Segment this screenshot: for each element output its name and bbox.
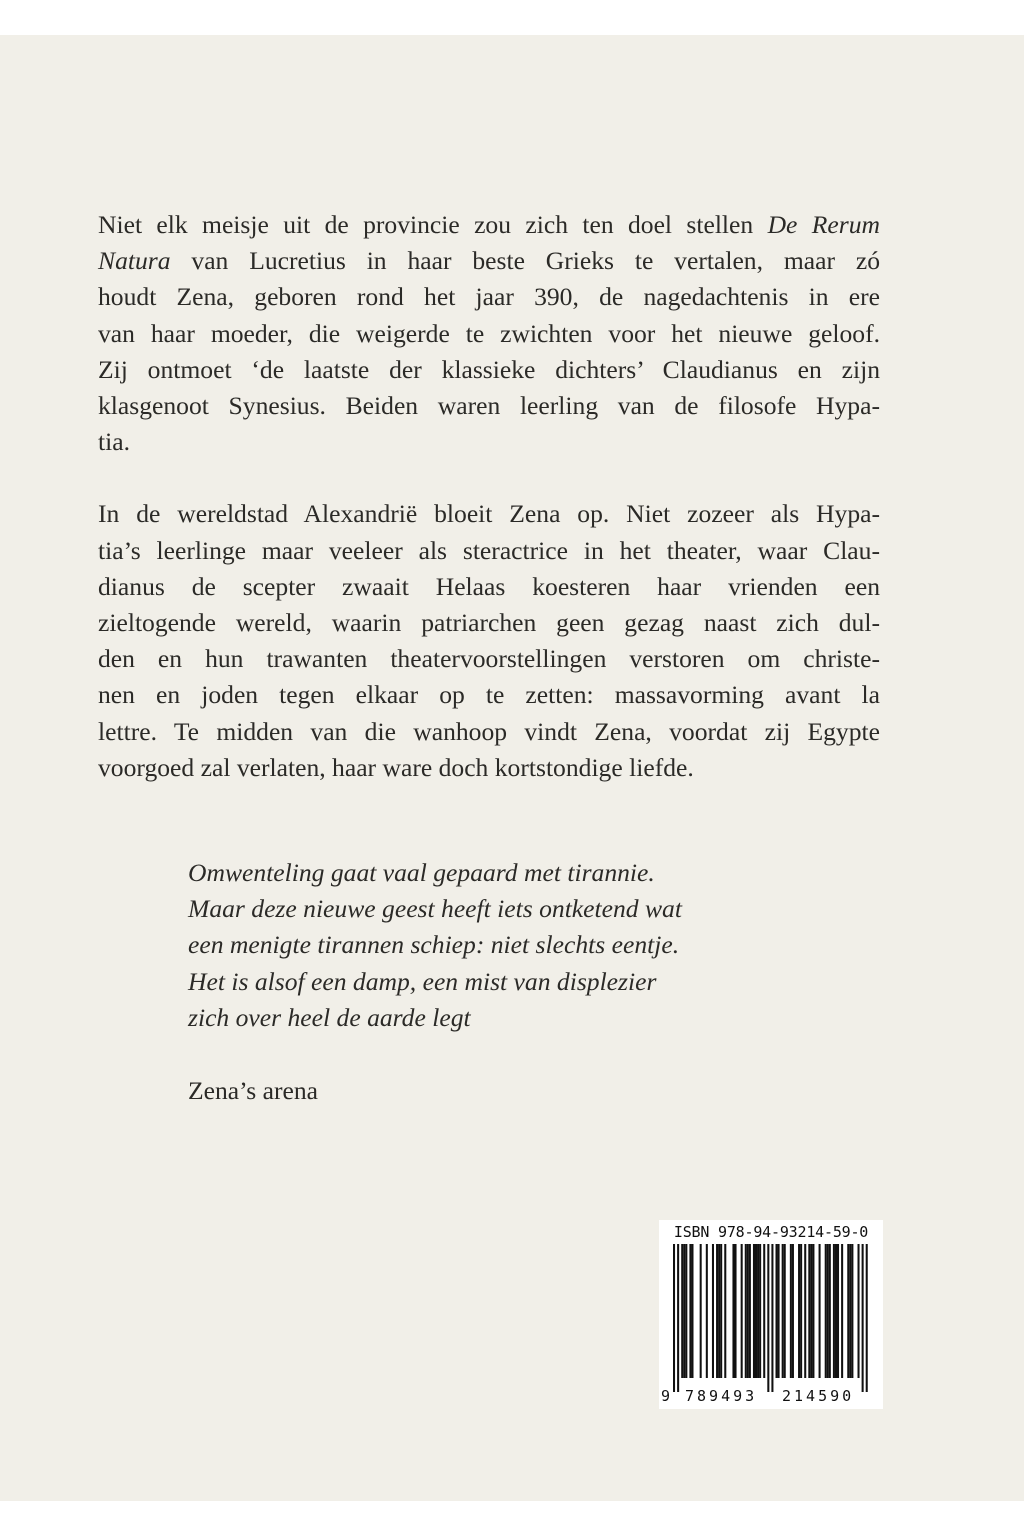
barcode-bar [681, 1244, 683, 1378]
barcode-bar [706, 1244, 708, 1378]
blurb-line: zieltogende wereld, waarin patriarchen geen gezag naast zich dul- [98, 608, 880, 638]
blurb-line: Zij ontmoet ‘de laatste der klassieke dichters’ Claudianus en zijn [98, 354, 880, 384]
barcode-bar [691, 1244, 693, 1378]
barcode-bar [683, 1244, 685, 1378]
blurb-line: klasgenoot Synesius. Beiden waren leerling van de filosofe Hypa- [98, 391, 880, 421]
book-title-reference: Natura [98, 246, 171, 276]
barcode-bar [700, 1244, 702, 1378]
ean-first-digit: 9 [661, 1387, 671, 1405]
barcode-bar [747, 1244, 749, 1378]
barcode-bar [866, 1244, 868, 1392]
barcode-bar [689, 1244, 691, 1378]
blurb-text: van Lucretius in haar beste Grieks te vertalen, maar zó [170, 246, 880, 276]
barcode-bar [753, 1244, 755, 1378]
poem-line: Omwenteling gaat vaal gepaard met tirannie. [188, 858, 655, 887]
book-title-signature: Zena’s arena [188, 1076, 319, 1105]
blurb-paragraph-1 [98, 207, 880, 460]
barcode-bar [808, 1244, 810, 1378]
barcode-bar [778, 1244, 780, 1378]
blurb-line: In de wereldstad Alexandrië bloeit Zena op. Niet zozeer als Hypa- [98, 499, 880, 529]
blurb-line: dianus de scepter zwaait Helaas koesteren haar vrienden een [98, 571, 880, 601]
barcode-bar [685, 1244, 687, 1378]
blurb-line: houdt Zena, geboren rond het jaar 390, de nagedachtenis in ere [98, 282, 880, 312]
blurb-line: den en hun trawanten theatervoorstellingen verstoren om christe- [98, 644, 880, 674]
blurb-line [98, 207, 880, 243]
barcode-bar [847, 1244, 849, 1378]
barcode-bar [712, 1244, 714, 1378]
blurb-line: tia’s leerlinge maar veeleer als steractrice in het theater, waar Clau- [98, 535, 880, 565]
barcode-bar [851, 1244, 853, 1378]
barcode-bar [735, 1244, 737, 1378]
barcode-bar [825, 1244, 827, 1378]
barcode-bar [771, 1244, 773, 1392]
blurb-line: tia. [98, 427, 130, 457]
barcode-bar [677, 1244, 679, 1392]
barcode-bar [759, 1244, 761, 1378]
barcode-bar [800, 1244, 802, 1378]
blurb-line: van haar moeder, die weigerde te zwichten voor het nieuwe geloof. [98, 318, 880, 348]
barcode-bar [776, 1244, 778, 1378]
barcode-bar [724, 1244, 726, 1378]
barcode-bar [833, 1244, 835, 1378]
barcode-bar [755, 1244, 757, 1378]
barcode-bar [829, 1244, 831, 1378]
barcode-bar [757, 1244, 759, 1378]
barcode-bar [835, 1244, 837, 1378]
isbn-barcode [659, 1220, 883, 1409]
ean-right-group: 214590 [782, 1387, 855, 1405]
barcode-bar [732, 1244, 734, 1378]
barcode-bar [673, 1244, 675, 1392]
barcode-bar [784, 1244, 786, 1378]
blurb-line: lettre. Te midden van die wanhoop vindt Zena, voordat zij Egypte [98, 716, 880, 746]
barcode-bar [718, 1244, 720, 1378]
barcode-bar [841, 1244, 843, 1378]
barcode-bar [741, 1244, 743, 1378]
cover-blurb [98, 207, 880, 822]
poem-line: Het is alsof een damp, een mist van displezier [188, 966, 657, 996]
barcode-bar [804, 1244, 806, 1378]
poem-quote [188, 855, 888, 1036]
blurb-line: voorgoed zal verlaten, haar ware doch kortstondige liefde. [98, 752, 694, 782]
barcode-bar [782, 1244, 784, 1378]
poem-line: Maar deze nieuwe geest heeft iets ontketend wat [188, 894, 682, 924]
barcode-bars [662, 1244, 880, 1392]
barcode-bar [798, 1244, 800, 1378]
blurb-line [98, 243, 880, 279]
barcode-bar [716, 1244, 718, 1378]
ean-left-group: 789493 [685, 1387, 758, 1405]
barcode-bar [849, 1244, 851, 1378]
barcode-bar [810, 1244, 812, 1378]
poem-line: zich over heel de aarde legt [188, 1002, 471, 1032]
blurb-text: Niet elk meisje uit de provincie zou zich ten doel stellen [98, 210, 768, 239]
barcode-bar [720, 1244, 722, 1378]
barcode-bar [858, 1244, 860, 1378]
blurb-paragraph-2 [98, 496, 880, 786]
barcode-bar [819, 1244, 821, 1378]
barcode-bar [745, 1244, 747, 1378]
blurb-line: nen en joden tegen elkaar op te zetten: massavorming avant la [98, 680, 880, 710]
barcode-bar [837, 1244, 839, 1378]
barcode-bar [827, 1244, 829, 1378]
barcode-bar [749, 1244, 751, 1378]
barcode-bar [763, 1244, 765, 1378]
barcode-bar [790, 1244, 792, 1378]
barcode-bar [767, 1244, 769, 1392]
poem-line: een menigte tirannen schiep: niet slechts eentje. [188, 930, 680, 960]
barcode-bar [862, 1244, 864, 1392]
isbn-label: ISBN 978-94-93214-59-0 [673, 1223, 869, 1241]
barcode-bar [812, 1244, 814, 1378]
barcode-bar [792, 1244, 794, 1378]
book-title-reference: De Rerum [767, 210, 880, 239]
